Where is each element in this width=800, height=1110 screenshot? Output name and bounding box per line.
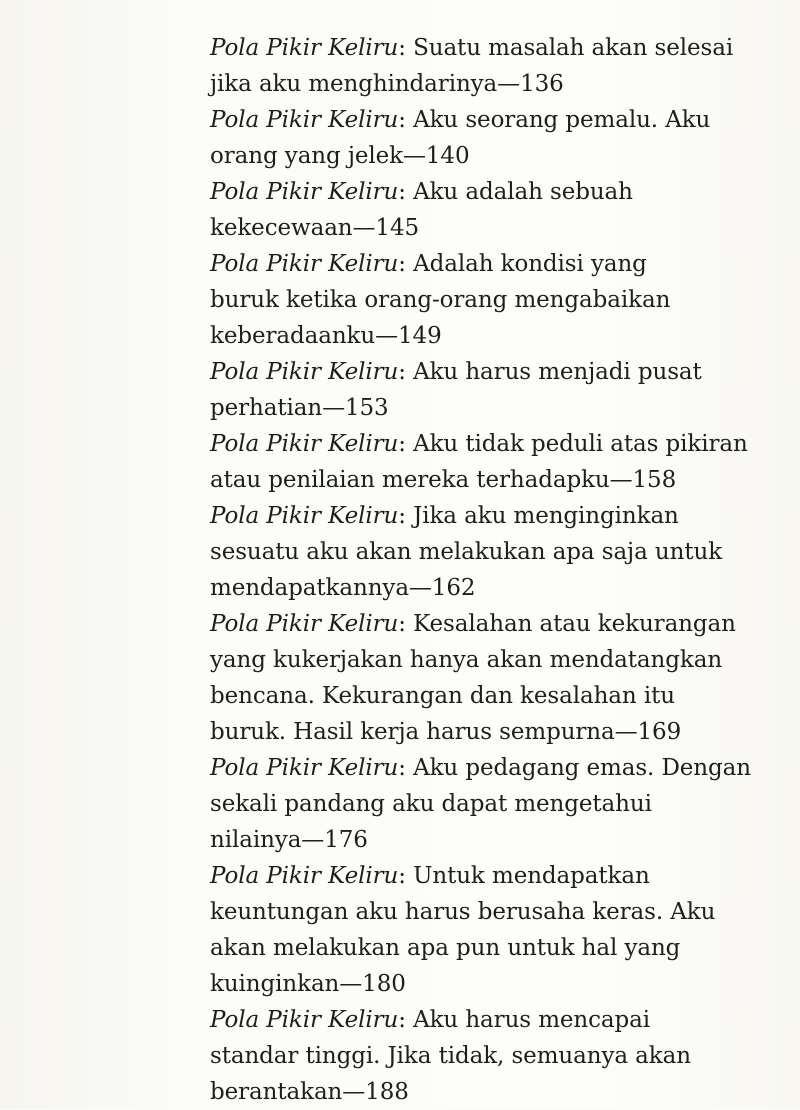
toc-entry-line: yang kukerjakan hanya akan mendatangkan xyxy=(210,647,723,673)
toc-entry xyxy=(210,750,751,858)
toc-entry-line: mendapatkannya—162 xyxy=(210,575,476,601)
toc-entry xyxy=(210,426,748,498)
toc-entry xyxy=(210,30,734,102)
toc-entry-text: Kesalahan atau kekurangan xyxy=(413,611,736,637)
toc-entry-line: jika aku menghindarinya—136 xyxy=(210,71,564,97)
toc-entry-line: orang yang jelek—140 xyxy=(210,143,470,169)
toc-entry-line: keberadaanku—149 xyxy=(210,323,442,349)
toc-entry xyxy=(210,246,730,354)
toc-entry-text: Aku harus mencapai xyxy=(413,1007,651,1033)
table-of-contents xyxy=(210,30,751,1110)
toc-entry-line: kuinginkan—180 xyxy=(210,971,406,997)
toc-entry-first-line: Pola Pikir Keliru: Untuk mendapatkan xyxy=(210,863,650,889)
toc-entry-first-line: Pola Pikir Keliru: Kesalahan atau kekurangan xyxy=(210,611,736,637)
toc-entry-prefix: Pola Pikir Keliru xyxy=(210,503,399,529)
toc-entry-line: nilainya—176 xyxy=(210,827,368,853)
toc-entry-first-line: Pola Pikir Keliru: Aku pedagang emas. Dengan xyxy=(210,755,751,781)
toc-entry-line: atau penilaian mereka terhadapku—158 xyxy=(210,467,677,493)
toc-entry-line: sekali pandang aku dapat mengetahui xyxy=(210,791,652,817)
toc-entry-text: Adalah kondisi yang xyxy=(413,251,647,277)
toc-entry-line: kekecewaan—145 xyxy=(210,215,420,241)
toc-entry-prefix: Pola Pikir Keliru xyxy=(210,755,399,781)
toc-entry xyxy=(210,606,736,750)
toc-entry-first-line: Pola Pikir Keliru: Aku harus menjadi pusat xyxy=(210,359,702,385)
toc-entry-line: sesuatu aku akan melakukan apa saja untuk xyxy=(210,539,723,565)
toc-entry-text: Aku seorang pemalu. Aku xyxy=(413,107,711,133)
toc-entry-text: Aku pedagang emas. Dengan xyxy=(413,755,751,781)
toc-entry-text: Aku tidak peduli atas pikiran xyxy=(413,431,748,457)
toc-entry-text: Aku adalah sebuah xyxy=(413,179,633,205)
toc-entry-prefix: Pola Pikir Keliru xyxy=(210,107,399,133)
toc-entry-prefix: Pola Pikir Keliru xyxy=(210,359,399,385)
toc-entry-first-line: Pola Pikir Keliru: Aku tidak peduli atas pikiran xyxy=(210,431,748,457)
toc-entry-first-line: Pola Pikir Keliru: Adalah kondisi yang xyxy=(210,251,647,277)
toc-entry xyxy=(210,354,730,426)
toc-entry-text: Aku harus menjadi pusat xyxy=(413,359,702,385)
toc-entry xyxy=(210,102,730,174)
toc-entry-prefix: Pola Pikir Keliru xyxy=(210,863,399,889)
toc-entry-prefix: Pola Pikir Keliru xyxy=(210,251,399,277)
toc-entry-prefix: Pola Pikir Keliru xyxy=(210,431,399,457)
toc-entry-text: Suatu masalah akan selesai xyxy=(413,35,734,61)
toc-entry-line: akan melakukan apa pun untuk hal yang xyxy=(210,935,681,961)
toc-entry-line: berantakan—188 xyxy=(210,1079,409,1105)
toc-entry-first-line: Pola Pikir Keliru: Jika aku menginginkan xyxy=(210,503,679,529)
toc-entry xyxy=(210,174,730,246)
toc-entry-first-line: Pola Pikir Keliru: Suatu masalah akan selesai xyxy=(210,35,734,61)
toc-entry-text: Untuk mendapatkan xyxy=(413,863,650,889)
toc-entry-first-line: Pola Pikir Keliru: Aku adalah sebuah xyxy=(210,179,633,205)
toc-entry xyxy=(210,858,730,1002)
toc-entry xyxy=(210,1002,730,1110)
toc-entry-prefix: Pola Pikir Keliru xyxy=(210,35,399,61)
toc-entry-line: buruk ketika orang-orang mengabaikan xyxy=(210,287,671,313)
toc-entry-line: buruk. Hasil kerja harus sempurna—169 xyxy=(210,719,682,745)
toc-entry-text: Jika aku menginginkan xyxy=(413,503,679,529)
toc-entry-prefix: Pola Pikir Keliru xyxy=(210,179,399,205)
toc-entry-first-line: Pola Pikir Keliru: Aku seorang pemalu. Aku xyxy=(210,107,711,133)
toc-entry-first-line: Pola Pikir Keliru: Aku harus mencapai xyxy=(210,1007,651,1033)
toc-entry-line: standar tinggi. Jika tidak, semuanya akan xyxy=(210,1043,691,1069)
toc-entry-line: perhatian—153 xyxy=(210,395,389,421)
toc-entry xyxy=(210,498,730,606)
toc-entry-prefix: Pola Pikir Keliru xyxy=(210,611,399,637)
toc-entry-prefix: Pola Pikir Keliru xyxy=(210,1007,399,1033)
toc-entry-line: bencana. Kekurangan dan kesalahan itu xyxy=(210,683,675,709)
toc-entry-line: keuntungan aku harus berusaha keras. Aku xyxy=(210,899,716,925)
